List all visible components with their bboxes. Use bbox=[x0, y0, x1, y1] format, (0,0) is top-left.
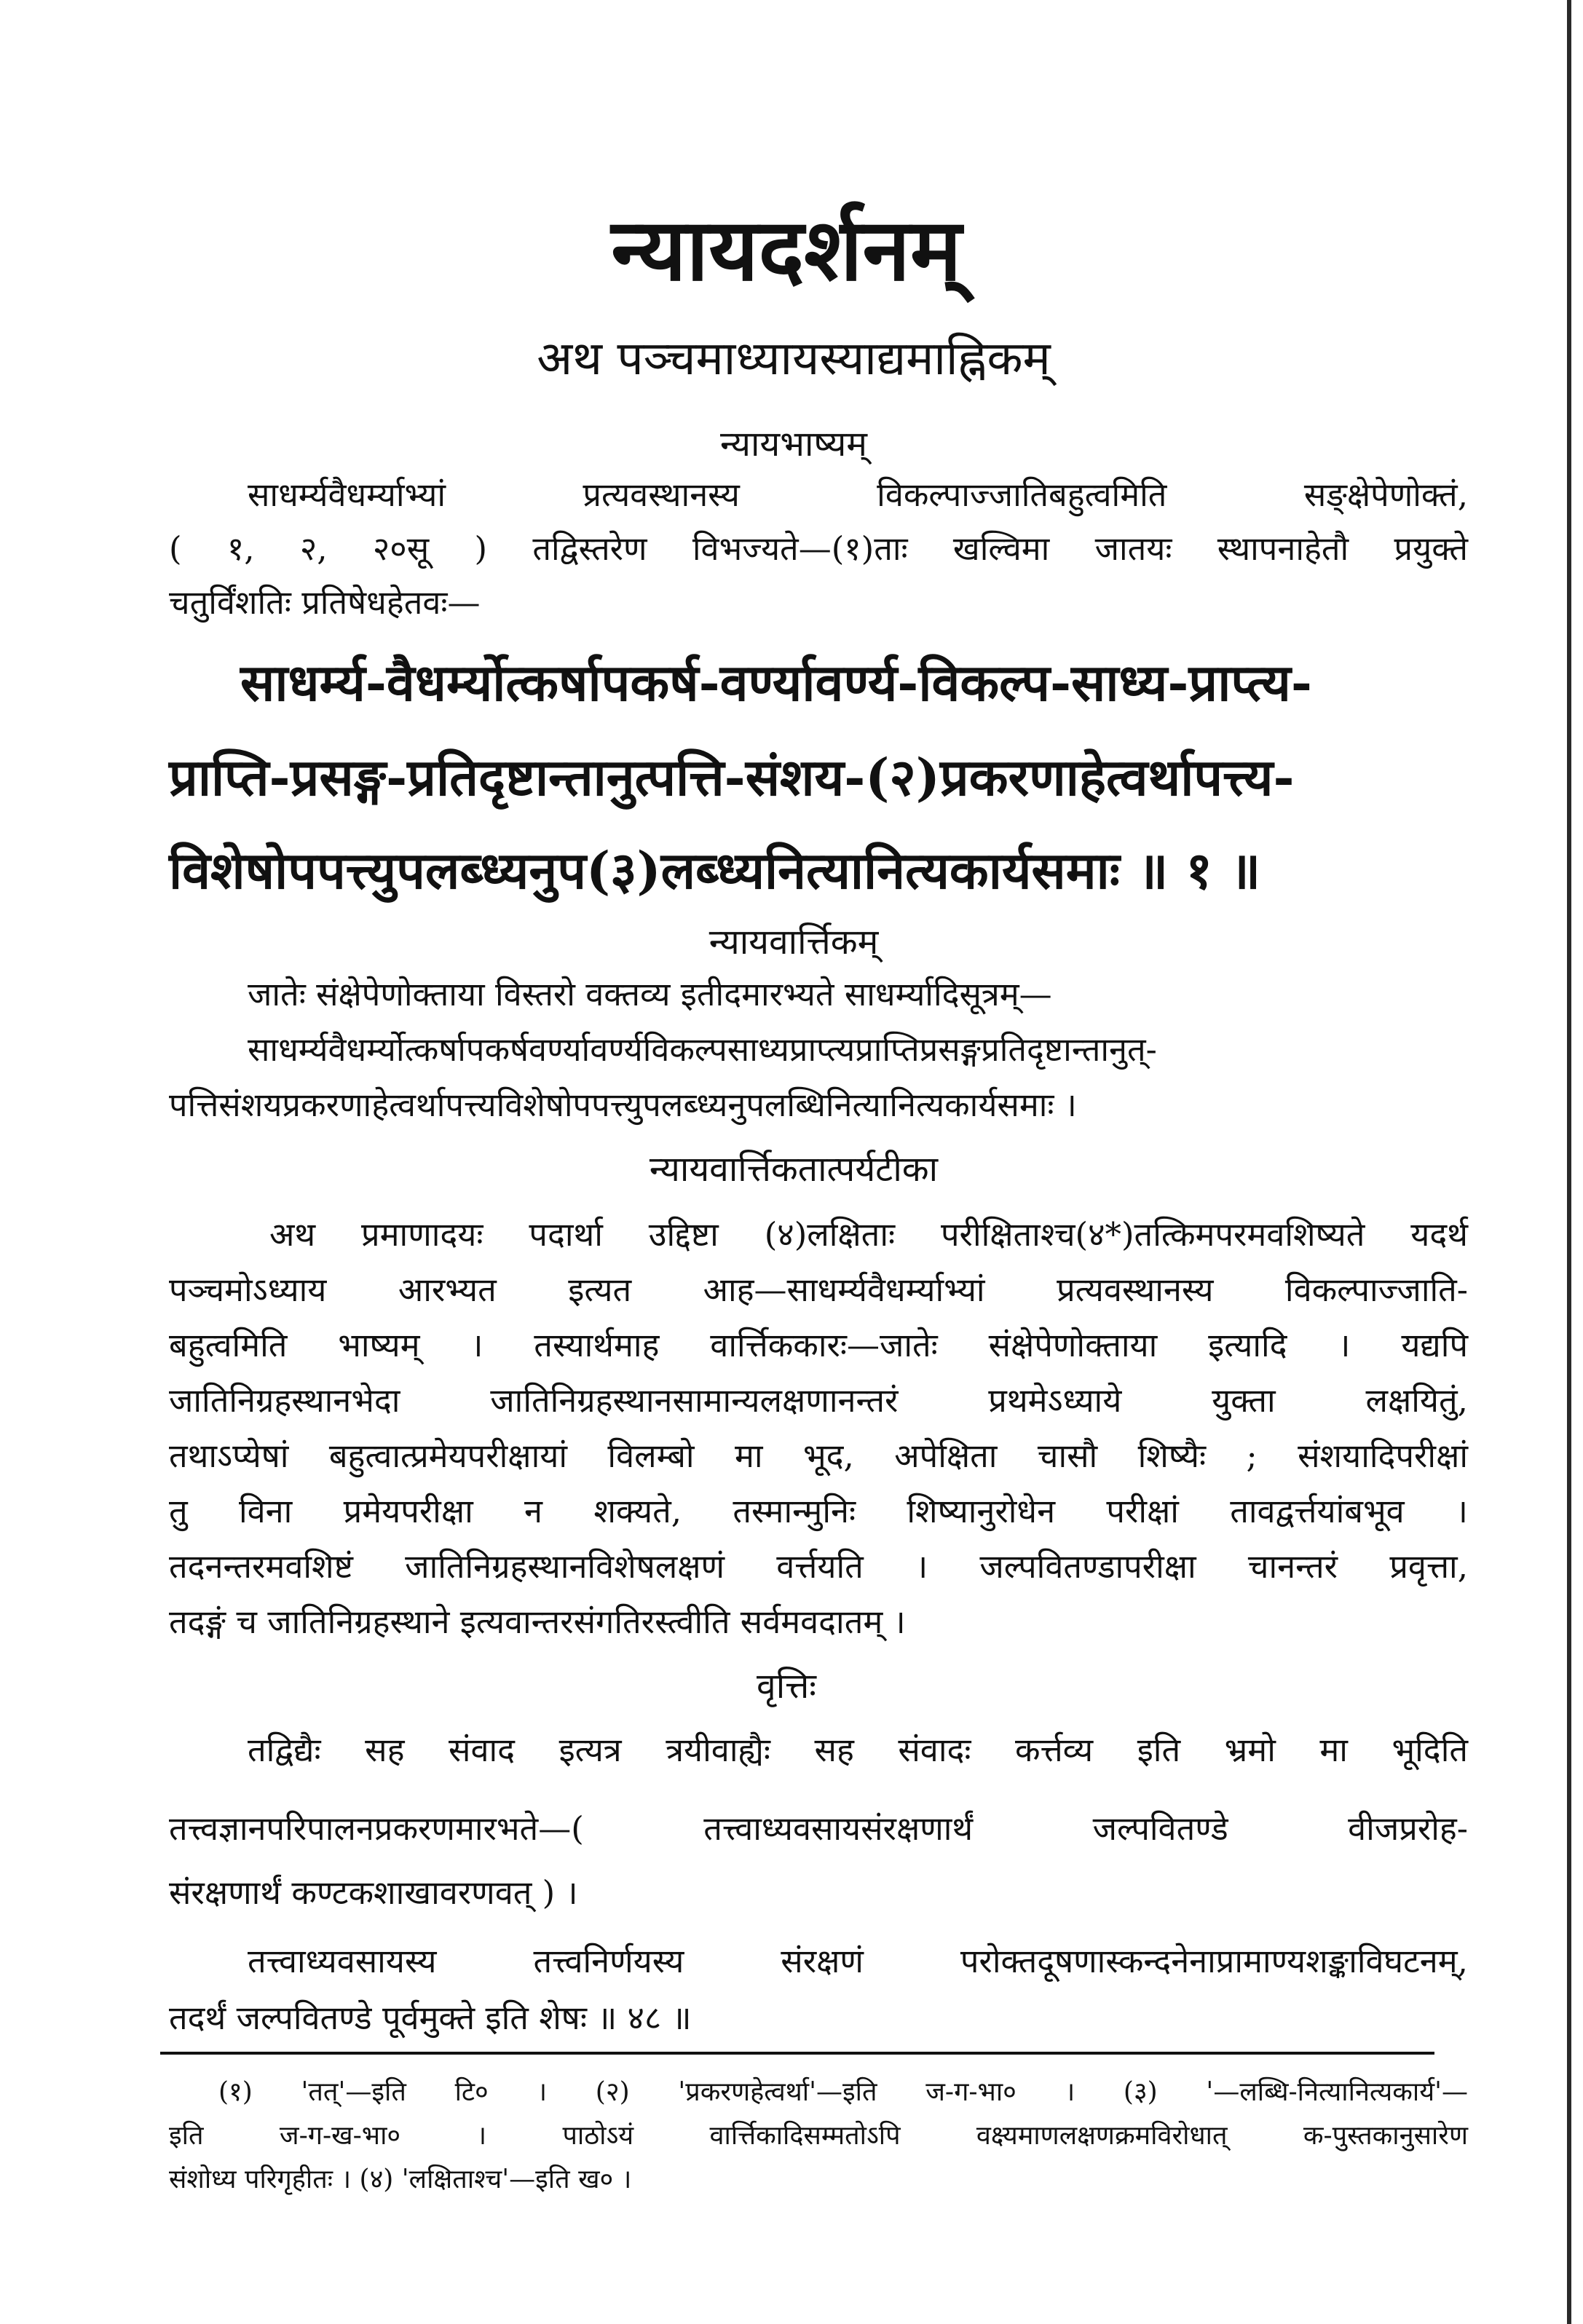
tika-line-3: बहुत्वमिति भाष्यम् । तस्यार्थमाह वार्त्तिककारः—जातेः संक्षेपेणोक्ताया इत्यादि । यद्यपि bbox=[169, 1326, 1468, 1364]
vritti-heading: वृत्तिः bbox=[757, 1666, 816, 1707]
tika-line-4: जातिनिग्रहस्थानभेदा जातिनिग्रहस्थानसामान्यलक्षणानन्तरं प्रथमेऽध्याये युक्ता लक्षयितुं, bbox=[169, 1381, 1468, 1420]
vartika-heading: न्यायवार्त्तिकम् bbox=[708, 922, 879, 963]
tika-heading: न्यायवार्त्तिकतात्पर्यटीका bbox=[649, 1149, 939, 1190]
bhashya-heading: न्यायभाष्यम् bbox=[719, 424, 868, 465]
chapter-subtitle: अथ पञ्चमाध्यायस्याद्यमाह्निकम् bbox=[537, 332, 1051, 386]
vritti-line-4: तत्त्वाध्यवसायस्य तत्त्वनिर्णयस्य संरक्षणं परोक्तदूषणास्कन्दनेनाप्रामाण्यशङ्काविघटनम्, bbox=[248, 1942, 1468, 1980]
sutra-line-1: साधर्म्य-वैधर्म्योत्कर्षापकर्ष-वर्ण्यावर्ण्य-विकल्प-साध्य-प्राप्त्य- bbox=[240, 652, 1312, 713]
tika-line-1: अथ प्रमाणादयः पदार्था उद्दिष्टा (४)लक्षिताः परीक्षिताश्च(४*)तत्किमपरमवशिष्यते यदर्थ bbox=[269, 1215, 1468, 1254]
vartika-line-3: पत्तिसंशयप्रकरणाहेत्वर्थापत्त्यविशेषोपपत्त्युपलब्ध्यनुपलब्धिनित्यानित्यकार्यसमाः । bbox=[169, 1086, 1077, 1124]
tika-line-6: तु विना प्रमेयपरीक्षा न शक्यते, तस्मान्मुनिः शिष्यानुरोधेन परीक्षां तावद्वर्त्तयांबभूव । bbox=[169, 1492, 1468, 1530]
vartika-line-2: साधर्म्यवैधर्म्योत्कर्षापकर्षवर्ण्यावर्ण्यविकल्पसाध्यप्राप्त्यप्राप्तिप्रसङ्गप्रतिदृष्टान्तानुत्- bbox=[248, 1030, 1157, 1069]
footnote-line-2: इति ज-ग-ख-भा० । पाठोऽयं वार्त्तिकादिसम्मतोऽपि वक्ष्यमाणलक्षणक्रमविरोधात् क-पुस्तकानुसारेण bbox=[169, 2121, 1468, 2151]
bhashya-line-2: ( १, २, २०सू ) तद्विस्तरेण विभज्यते—(१)ताः खल्विमा जातयः स्थापनाहेतौ प्रयुक्ते bbox=[169, 529, 1468, 568]
vritti-line-1: तद्विद्यैः सह संवाद इत्यत्र त्रयीवाह्यैः सह संवादः कर्त्तव्य इति भ्रमो मा भूदिति bbox=[248, 1731, 1468, 1769]
tika-line-8: तदङ्गं च जातिनिग्रहस्थाने इत्यवान्तरसंगतिरस्त्वीति सर्वमवदातम् । bbox=[169, 1602, 906, 1641]
footnote-line-3: संशोध्य परिगृहीतः । (४) 'लक्षिताश्च'—इति ख० । bbox=[169, 2165, 632, 2194]
footnote-line-1: (१) 'तत्'—इति टि० । (२) 'प्रकरणहेत्वर्था'—इति ज-ग-भा० । (३) '—लब्धि-नित्यानित्यकार्य'— bbox=[218, 2077, 1468, 2107]
bhashya-line-1: साधर्म्यवैधर्म्याभ्यां प्रत्यवस्थानस्य विकल्पाज्जातिबहुत्वमिति सङ्क्षेपेणोक्तं, bbox=[248, 475, 1468, 514]
vritti-line-5: तदर्थं जल्पवितण्डे पूर्वमुक्ते इति शेषः ॥ ४८ ॥ bbox=[169, 1999, 692, 2037]
sutra-line-3: विशेषोपपत्त्युपलब्ध्यनुप(३)लब्ध्यनित्यानित्यकार्यसमाः ॥ १ ॥ bbox=[169, 840, 1261, 901]
page-title: न्यायदर्शनम् bbox=[611, 199, 962, 300]
tika-line-7: तदनन्तरमवशिष्टं जातिनिग्रहस्थानविशेषलक्षणं वर्त्तयति । जल्पवितण्डापरीक्षा चानन्तरं प्रवृत्ता, bbox=[169, 1547, 1468, 1586]
bhashya-line-3: चतुर्विंशतिः प्रतिषेधहेतवः— bbox=[169, 583, 481, 622]
vritti-line-3: संरक्षणार्थं कण्टकशाखावरणवत् ) । bbox=[169, 1873, 578, 1912]
tika-line-2: पञ्चमोऽध्याय आरभ्यत इत्यत आह—साधर्म्यवैधर्म्याभ्यां प्रत्यवस्थानस्य विकल्पाज्जाति- bbox=[169, 1270, 1468, 1309]
vritti-line-2: तत्त्वज्ञानपरिपालनप्रकरणमारभते—( तत्त्वाध्यवसायसंरक्षणार्थं जल्पवितण्डे वीजप्ररोह- bbox=[169, 1809, 1468, 1848]
vartika-line-1: जातेः संक्षेपेणोक्ताया विस्तरो वक्तव्य इतीदमारभ्यते साधर्म्यादिसूत्रम्— bbox=[248, 975, 1052, 1013]
page-edge-line bbox=[1567, 0, 1571, 2324]
tika-line-5: तथाऽप्येषां बहुत्वात्प्रमेयपरीक्षायां विलम्बो मा भूद, अपेक्षिता चासौ शिष्यैः ; संशयादिपरीक्षां bbox=[169, 1436, 1468, 1475]
sutra-line-2: प्राप्ति-प्रसङ्ग-प्रतिदृष्टान्तानुत्पत्ति-संशय-(२)प्रकरणाहेत्वर्थापत्त्य- bbox=[169, 747, 1295, 807]
footnote-separator bbox=[160, 2052, 1434, 2055]
